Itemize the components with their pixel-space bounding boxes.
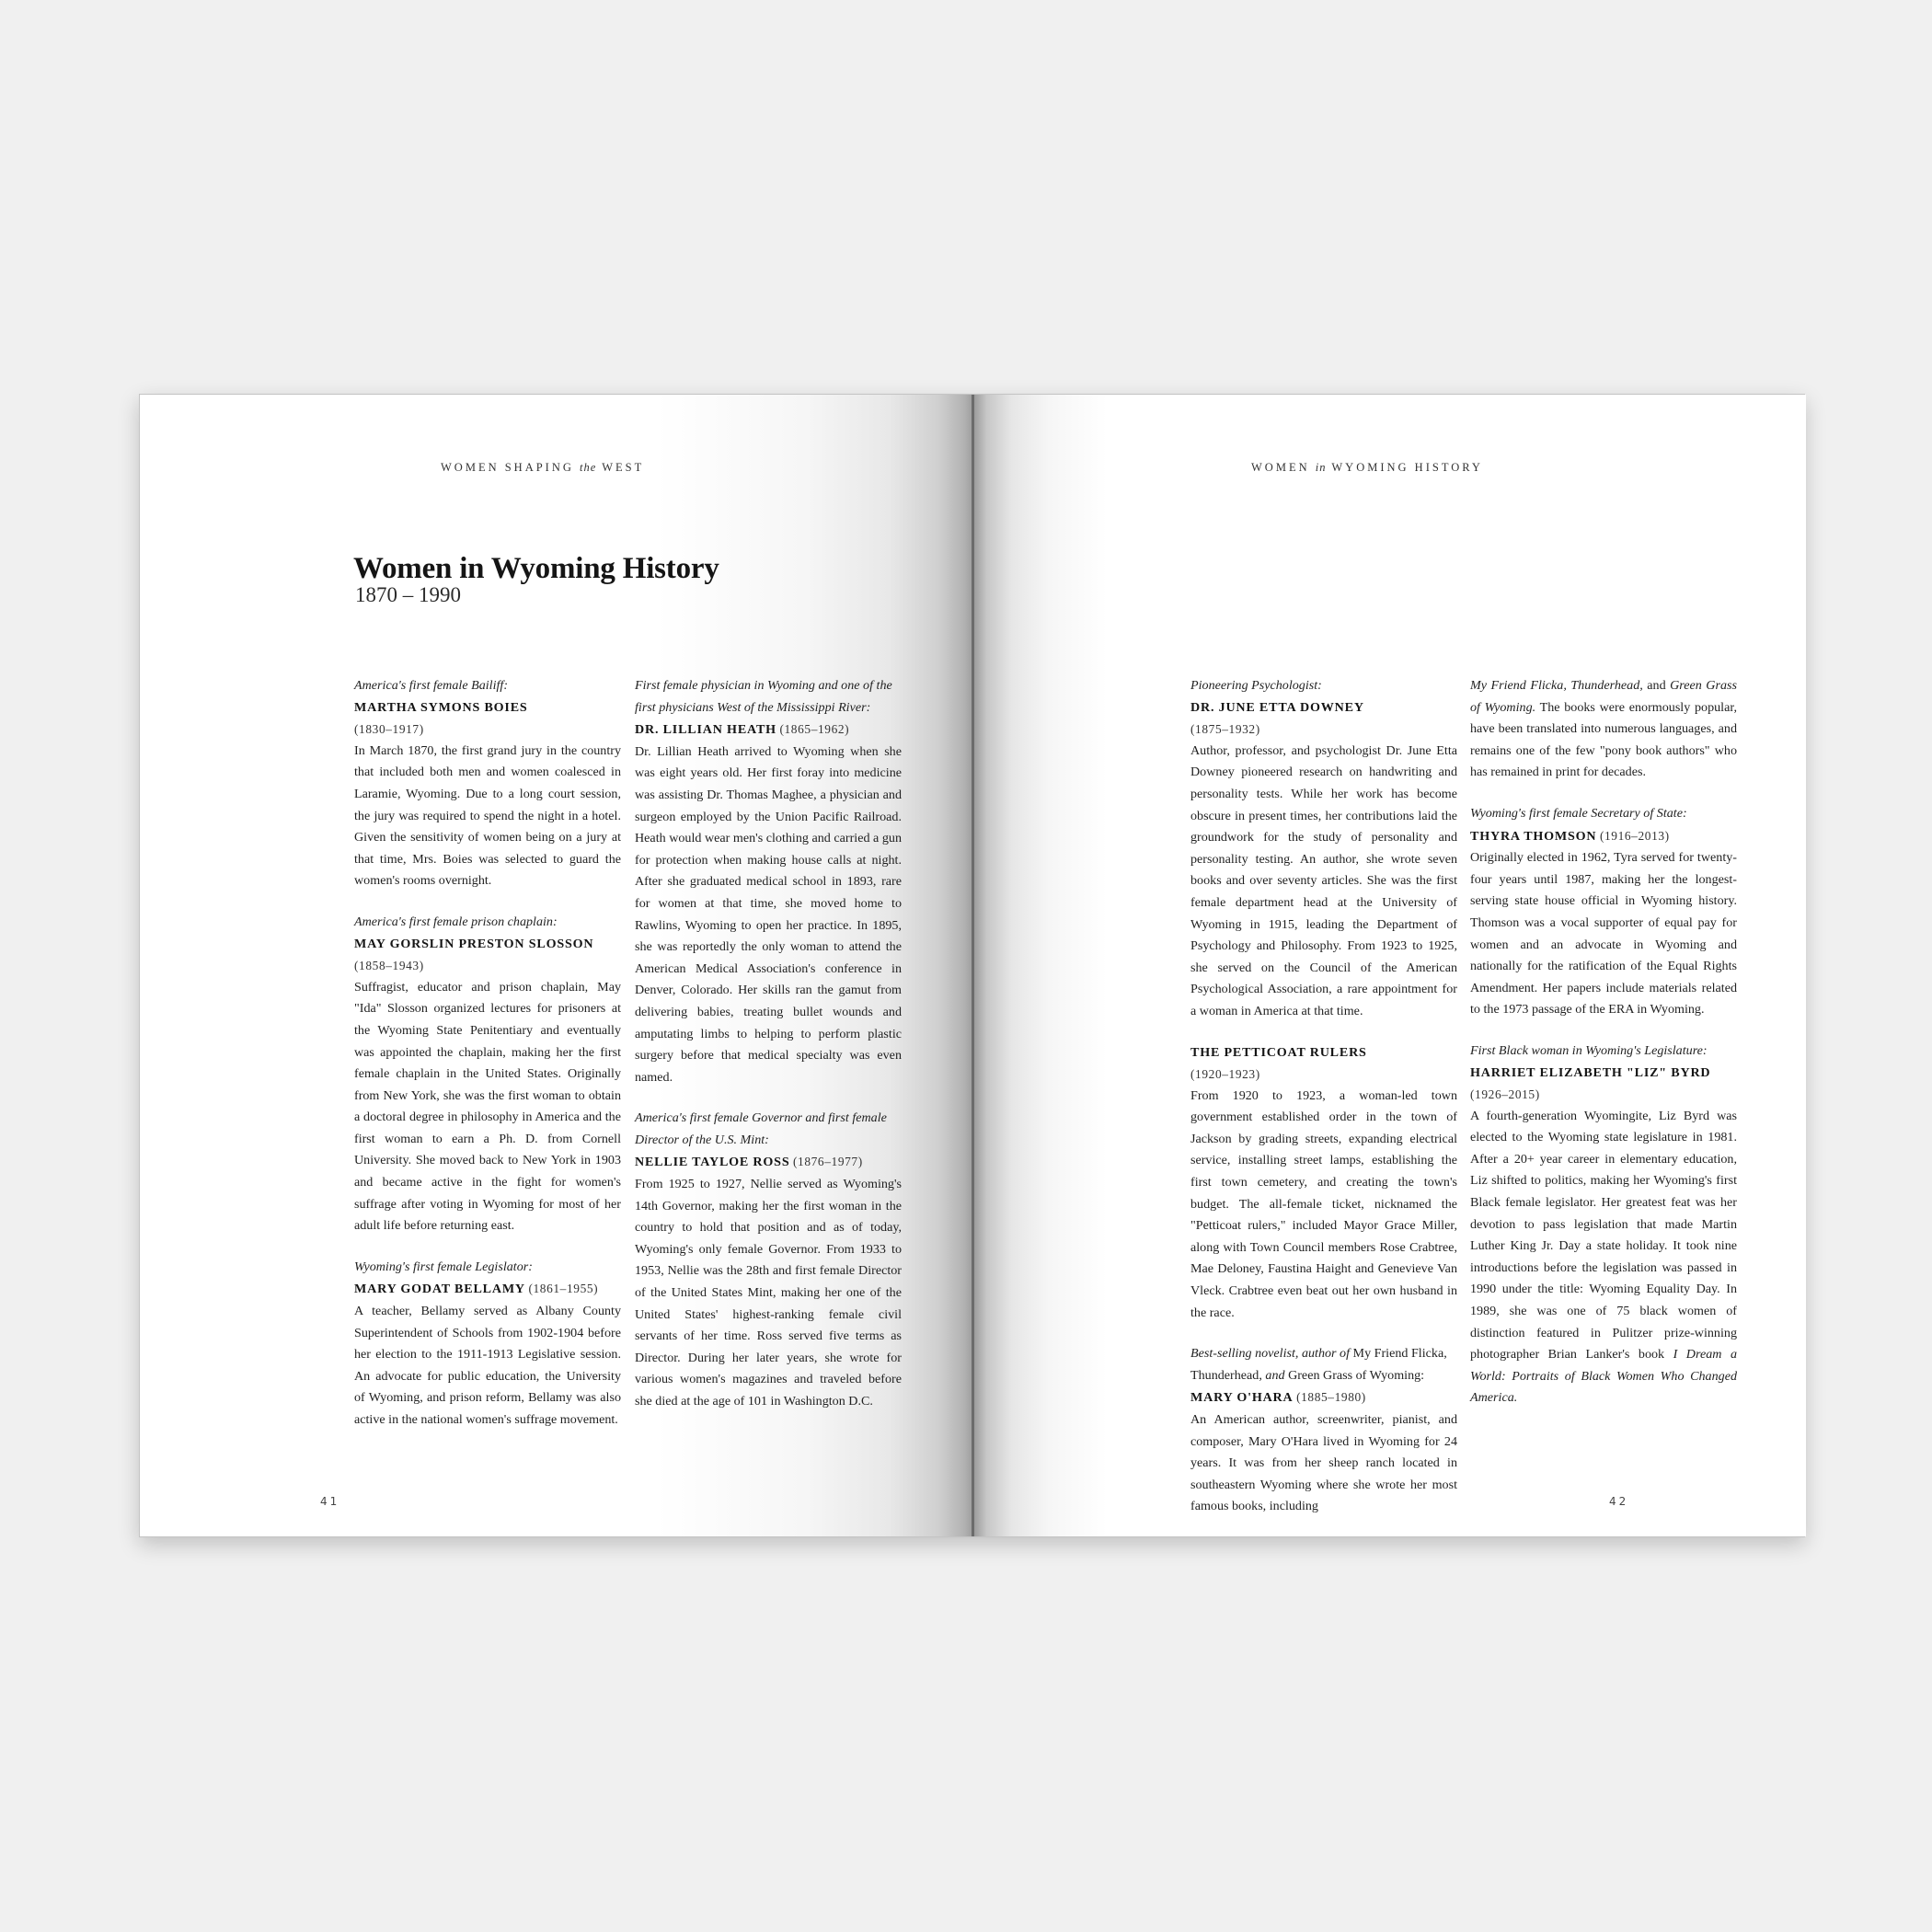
page-title-years: 1870 – 1990 (355, 583, 461, 606)
entry-name: MARY GODAT BELLAMY (354, 1282, 525, 1297)
entry-role-book-titles: My Friend Flicka, Thunderhead, (1190, 1346, 1447, 1383)
book-spread (139, 394, 1805, 1537)
running-head-italic: the (580, 461, 597, 474)
entry-body: An American author, screenwriter, pianist, and composer, Mary O'Hara lived in Wyoming for 24 years. It was from her sheep ranch located in southeastern Wyoming where she wrote her most famous books, including (1190, 1412, 1457, 1514)
entry-role: America's first female prison chaplain: (354, 914, 558, 929)
running-head-pre: WOMEN (1251, 461, 1316, 474)
left-page-column-1 (354, 675, 621, 1451)
entry-role: Pioneering Psychologist: (1190, 678, 1322, 693)
entry-role: America's first female Bailiff: (354, 678, 509, 693)
right-page-column-2 (1470, 675, 1737, 1429)
entry-role (1190, 1343, 1457, 1386)
entry-role-book-title: Green Grass of Wyoming: (1288, 1367, 1425, 1383)
entry-name: MARY O'HARA (1190, 1390, 1294, 1406)
entry-mary-bellamy (354, 1257, 621, 1432)
entry-thyra-thomson (1470, 803, 1737, 1021)
entry-body-text: and (1642, 678, 1671, 693)
left-page-column-2 (635, 675, 902, 1432)
running-head-post: WYOMING HISTORY (1326, 461, 1483, 474)
running-head-post: WEST (596, 461, 645, 474)
book-title: My Friend Flicka, Thunderhead, (1470, 678, 1643, 693)
entry-years: (1926–2015) (1470, 1087, 1540, 1102)
entry-lillian-heath (635, 675, 902, 1088)
entry-years: (1920–1923) (1190, 1067, 1260, 1082)
book-title: I Dream a World: Portraits of Black Women Who Changed America. (1470, 1347, 1737, 1406)
page-number-left: 41 (320, 1495, 340, 1508)
entry-body: From 1920 to 1923, a woman-led town government established order in the town of Jackson by grading streets, expanding electrical service, installing street lamps, establishing the first town cemetery, and creating the town's budget. The all-female ticket, nicknamed the "Petticoat rulers," included Mayor Grace Miller, along with Town Council members Rose Crabtree, Mae Deloney, Faustina Haight and Genevieve Van Vleck. Crabtree even beat out her own husband in the race. (1190, 1087, 1457, 1320)
entry-years: (1885–1980) (1296, 1390, 1366, 1405)
entry-name: THE PETTICOAT RULERS (1190, 1044, 1367, 1060)
entry-years: (1830–1917) (354, 722, 424, 737)
right-page-column-1 (1190, 675, 1457, 1536)
entry-name: NELLIE TAYLOE ROSS (635, 1155, 790, 1170)
book-title: Green Grass of Wyoming. (1470, 678, 1737, 715)
entry-mary-ohara-continued (1470, 675, 1737, 784)
entry-years: (1875–1932) (1190, 722, 1260, 737)
entry-role: First Black woman in Wyoming's Legislature: (1470, 1042, 1708, 1058)
entry-body: A teacher, Bellamy served as Albany County Superintendent of Schools from 1902-1904 before her election to the 1911-1913 Legislative session. An advocate for public education, the University of Wyoming, and prison reform, Bellamy was also active in the national women's suffrage movement. (354, 1304, 621, 1427)
entry-name: MAY GORSLIN PRESTON SLOSSON (354, 936, 594, 951)
entry-body: Suffragist, educator and prison chaplain, May "Ida" Slosson organized lectures for prisoners at the Wyoming State Penitentiary and eventually was appointed the chaplain, making her the first female chaplain in the United States. Originally from New York, she was the first woman to obtain a doctoral degree in philosophy in America and the first woman to earn a Ph. D. from Cornell University. She moved back to New York in 1903 and became active in the fight for women's suffrage after voting in Wyoming for most of her adult life before returning east. (354, 979, 621, 1234)
entry-years: (1861–1955) (528, 1282, 599, 1296)
entry-body-text: A fourth-generation Wyomingite, Liz Byrd was elected to the Wyoming state legislature in 1981. After a 20+ year career in elementary education, Liz shifted to politics, making her Wyoming's first Black female legislator. Her greatest feat was her devotion to pass legislation that made Martin Luther King Jr. Day a state holiday. It took nine introductions before the legislation was passed in 1990 under the title: Wyoming Equality Day. In 1989, she was one of 75 black women of distinction featured in Pulitzer prize-winning photographer Brian Lanker's book (1470, 1108, 1737, 1363)
entry-name: THYRA THOMSON (1470, 828, 1597, 844)
entry-years: (1858–1943) (354, 959, 424, 973)
running-head-pre: WOMEN SHAPING (441, 461, 581, 474)
entry-name: HARRIET ELIZABETH "LIZ" BYRD (1470, 1064, 1711, 1080)
entry-martha-boies (354, 675, 621, 892)
entry-years: (1916–2013) (1599, 828, 1670, 843)
page-title: Women in Wyoming History (353, 552, 719, 585)
entry-role: First female physician in Wyoming and one of the first physicians West of the Mississippi River: (635, 678, 892, 715)
entry-role-text: Best-selling novelist, author of (1190, 1346, 1353, 1362)
entry-june-downey (1190, 675, 1457, 1023)
entry-role: Wyoming's first female Secretary of State: (1470, 805, 1687, 821)
right-running-head (1251, 461, 1483, 475)
entry-body: Dr. Lillian Heath arrived to Wyoming when she was eight years old. Her first foray into medicine was assisting Dr. Thomas Maghee, a physician and surgeon employed by the Union Pacific Railroad. Heath would wear men's clothing and carried a gun for protection when making house calls at night. After she graduated medical school in 1893, rare for women at that time, she moved home to Rawlins, Wyoming to open her practice. In 1895, she was reportedly the only woman to attend the American Medical Association's conference in Denver, Colorado. Her skills ran the gamut from delivering babies, treating bullet wounds and amputating limbs to helping to perform plastic surgery before that medical specialty was even named. (635, 743, 902, 1085)
entry-petticoat-rulers (1190, 1042, 1457, 1325)
entry-role: America's first female Governor and first female Director of the U.S. Mint: (635, 1110, 887, 1147)
entry-body: In March 1870, the first grand jury in the country that included both men and women coalesced in Laramie, Wyoming. Due to a long court session, the jury was required to spend the night in a hotel. Given the sensitivity of women being on a jury at that time, Mrs. Boies was selected to guard the women's rooms overnight. (354, 742, 621, 889)
page-number-right: 42 (1609, 1495, 1629, 1508)
entry-body (1470, 1106, 1737, 1409)
entry-body: Author, professor, and psychologist Dr. June Etta Downey pioneered research on handwriting and personality tests. While her work has become obscure in present times, her contributions laid the groundwork for the study of personality and personality testing. An author, she wrote seven books and over seventy articles. She was the first female department head at the University of Wyoming in 1915, leading the Department of Psychology and Philosophy. From 1923 to 1925, she served on the Council of the American Psychological Association, a rare appointment for a woman in America at that time. (1190, 742, 1457, 1018)
entry-may-slosson (354, 912, 621, 1237)
entry-body: Originally elected in 1962, Tyra served for twenty-four years until 1987, making her the longest-serving state house official in Wyoming history. Thomson was a vocal supporter of equal pay for women and an advocate in Wyoming and nationally for the ratification of the Equal Rights Amendment. Her papers include materials related to the 1973 passage of the ERA in Wyoming. (1470, 850, 1737, 1018)
entry-body-continued (1470, 675, 1737, 784)
entry-role-text: and (1261, 1367, 1289, 1383)
entry-mary-ohara (1190, 1343, 1457, 1518)
entry-body: From 1925 to 1927, Nellie served as Wyoming's 14th Governor, making her the first woman in the country to hold that position and as of today, Wyoming's only female Governor. From 1933 to 1953, Nellie was the 28th and first female Director of the United States Mint, making her one of the United States' highest-ranking female civil servants of her time. Ross served five terms as Director. During her later years, she wrote for various women's magazines and traveled before she died at the age of 101 in Washington D.C. (635, 1177, 902, 1409)
left-running-head (441, 461, 644, 475)
entry-role: Wyoming's first female Legislator: (354, 1259, 533, 1274)
entry-name: DR. JUNE ETTA DOWNEY (1190, 699, 1364, 715)
running-head-italic: in (1315, 461, 1327, 474)
entry-name: MARTHA SYMONS BOIES (354, 699, 528, 715)
left-page (140, 395, 972, 1536)
entry-name: DR. LILLIAN HEATH (635, 722, 776, 738)
entry-years: (1876–1977) (792, 1155, 863, 1169)
entry-years: (1865–1962) (779, 722, 850, 737)
entry-liz-byrd (1470, 1041, 1737, 1409)
entry-nellie-ross (635, 1108, 902, 1412)
right-page (974, 395, 1806, 1536)
entry-body-text: The books were enormously popular, have been translated into numerous languages, and remains one of the few "pony book authors" who has remained in print for decades. (1470, 699, 1737, 780)
